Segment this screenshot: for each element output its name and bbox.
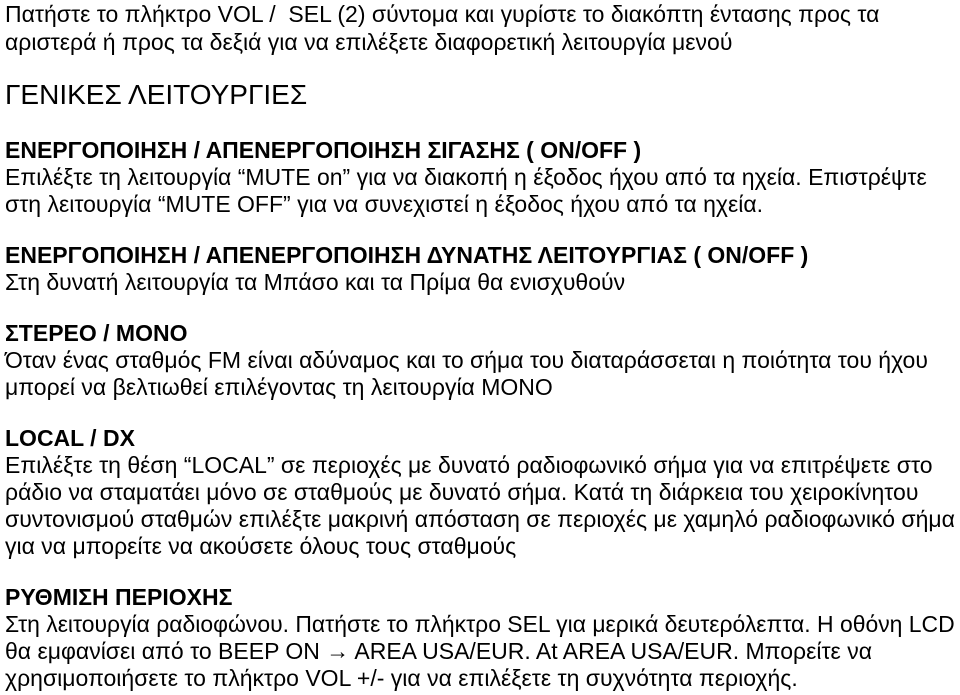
intro-paragraph bbox=[5, 0, 960, 56]
general-functions-heading: ΓΕΝΙΚΕΣ ΛΕΙΤΟΥΡΓΙΕΣ bbox=[5, 79, 308, 110]
section-area-setting bbox=[5, 584, 960, 692]
intro-line: Πατήστε το πλήκτρο VOL / SEL (2) σύντομα και γυρίστε το διακόπτη έντασης προς τα bbox=[5, 1, 880, 27]
section-title: ΡΥΘΜΙΣΗ ΠΕΡΙΟΧΗΣ bbox=[5, 584, 233, 610]
section-text-line: Επιλέξτε τη θέση “LOCAL” σε περιοχές με δυνατό ραδιοφωνικό σήμα για να επιτρέψετε στο bbox=[5, 452, 933, 478]
section-text-line: θα εμφανίσει από το BEEP ON → AREA USA/EUR. At AREA USA/EUR. Μπορείτε να bbox=[5, 638, 872, 664]
section-text-line: στη λειτουργία “MUTE OFF” για να συνεχιστεί η έξοδος ήχου από τα ηχεία. bbox=[5, 191, 764, 217]
section-title: ΣΤΕΡΕΟ / ΜΟΝΟ bbox=[5, 320, 188, 346]
section-mute bbox=[5, 137, 960, 218]
section-text-line: ράδιο να σταματάει μόνο σε σταθμούς με δυνατό σήμα. Κατά τη διάρκεια του χειροκίνητου bbox=[5, 479, 919, 505]
section-text-line: Επιλέξτε τη λειτουργία “MUTE on” για να διακοπή η έξοδος ήχου από τα ηχεία. Επιστρέψτε bbox=[5, 164, 927, 190]
section-loudness bbox=[5, 242, 960, 296]
section-title: ΕΝΕΡΓΟΠΟΙΗΣΗ / ΑΠΕΝΕΡΓΟΠΟΙΗΣΗ ΣΙΓΑΣΗΣ ( ON/OFF ) bbox=[5, 137, 642, 163]
intro-line: αριστερά ή προς τα δεξιά για να επιλέξετε διαφορετική λειτουργία μενού bbox=[5, 29, 733, 55]
section-text-line: χρησιμοποιήσετε το πλήκτρο VOL +/- για να επιλέξετε τη συχνότητα περιοχής. bbox=[5, 665, 798, 691]
section-text-line: για να μπορείτε να ακούσετε όλους τους σταθμούς bbox=[5, 533, 517, 559]
section-title: ΕΝΕΡΓΟΠΟΙΗΣΗ / ΑΠΕΝΕΡΓΟΠΟΙΗΣΗ ΔΥΝΑΤΗΣ ΛΕΙΤΟΥΡΓΙΑΣ ( ON/OFF ) bbox=[5, 242, 809, 268]
section-text-line: Στη δυνατή λειτουργία τα Μπάσο και τα Πρίμα θα ενισχυθούν bbox=[5, 269, 626, 295]
section-text-line: Στη λειτουργία ραδιοφώνου. Πατήστε το πλήκτρο SEL για μερικά δευτερόλεπτα. Η οθόνη LCD bbox=[5, 611, 955, 637]
section-local-dx bbox=[5, 425, 960, 560]
section-text-line: Όταν ένας σταθμός FM είναι αδύναμος και το σήμα του διαταράσσεται η ποιότητα του ήχου bbox=[5, 347, 928, 373]
section-text-line: συντονισμού σταθμών επιλέξτε μακρινή απόσταση σε περιοχές με χαμηλό ραδιοφωνικό σήμα bbox=[5, 506, 955, 532]
section-stereo-mono bbox=[5, 320, 960, 401]
section-text-line: μπορεί να βελτιωθεί επιλέγοντας τη λειτουργία ΜΟΝΟ bbox=[5, 374, 553, 400]
section-title: LOCAL / DX bbox=[5, 425, 135, 451]
